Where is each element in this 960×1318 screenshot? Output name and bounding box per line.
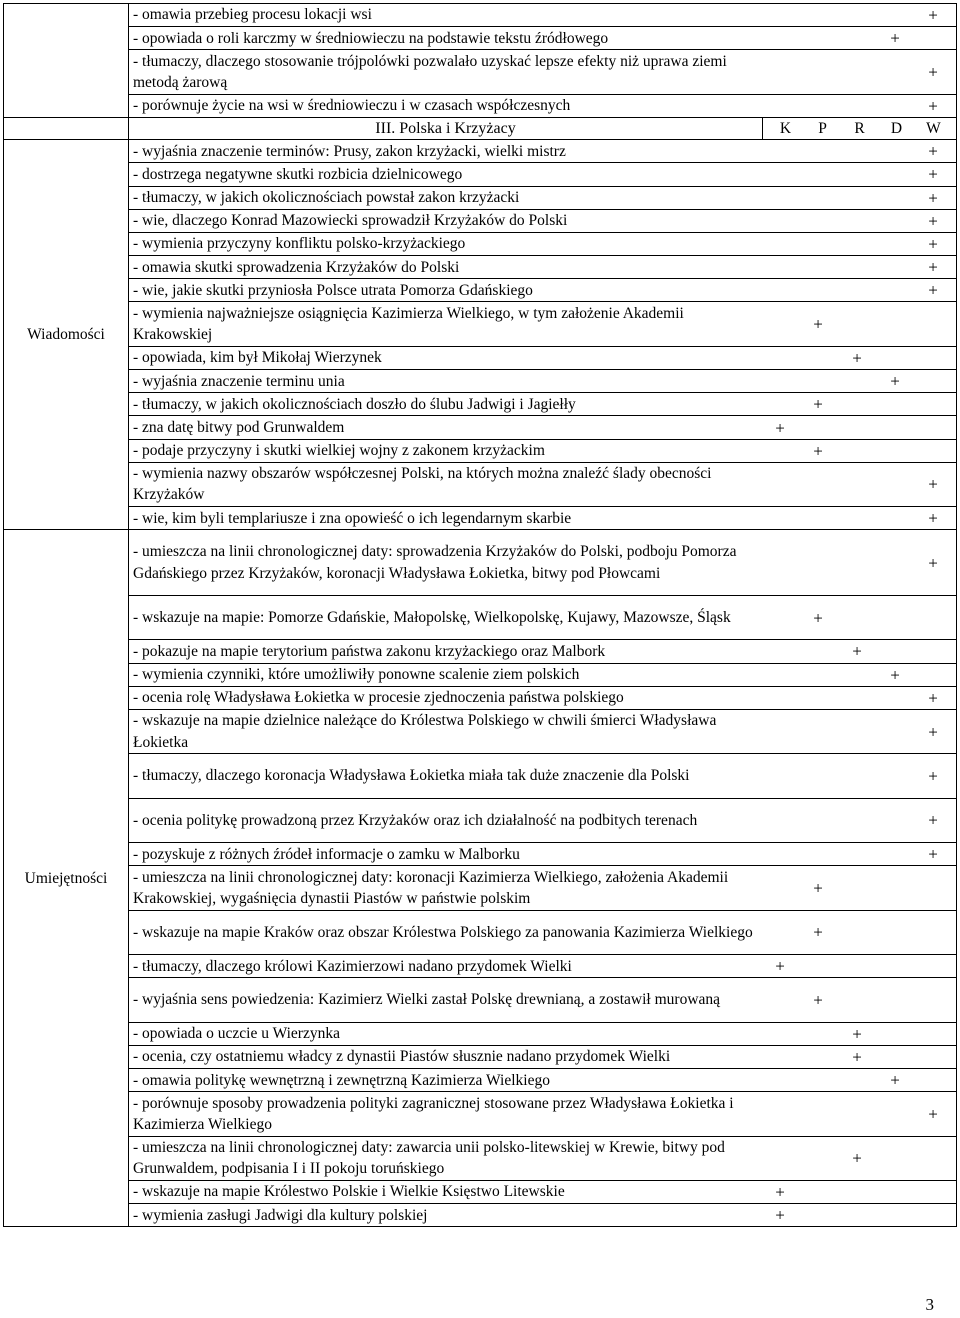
- level-mark-area: [763, 233, 956, 255]
- requirement-text: - wyjaśnia sens powiedzenia: Kazimierz Wielki zastał Polskę drewnianą, a zostawił murowaną: [133, 991, 721, 1009]
- requirement-text: - umieszcza na linii chronologicznej daty: sprowadzenia Krzyżaków do Polski, podboju Pomorza Gdańskiego przez Krzyżaków, koronacji Władysława Łokietka, bitwy pod Płowcami: [133, 543, 737, 582]
- table-row: [4, 1069, 957, 1092]
- requirement-text: - wskazuje na mapie Królestwo Polskie i Wielkie Księstwo Litewskie: [133, 1183, 565, 1201]
- requirement-text: - omawia politykę wewnętrzną i zewnętrzną Kazimierza Wielkiego: [133, 1071, 550, 1089]
- plus-mark: +: [928, 5, 938, 25]
- plus-mark: +: [813, 608, 823, 628]
- requirement-text: - wymienia najważniejsze osiągnięcia Kazimierza Wielkiego, w tym założenie Akademii Krakowskiej: [133, 304, 684, 344]
- table-row: [4, 1204, 957, 1227]
- table-row: [4, 866, 957, 910]
- level-header-w: W: [926, 119, 941, 137]
- requirement-text: - wyjaśnia znaczenie terminów: Prusy, zakon krzyżacki, wielki mistrz: [133, 142, 566, 160]
- plus-mark: +: [775, 956, 785, 976]
- table-row: [4, 686, 957, 709]
- requirement-text: - ocenia politykę prowadzoną przez Krzyżaków oraz ich działalność na podbitych terenach: [133, 811, 698, 829]
- plus-mark: +: [852, 1024, 862, 1044]
- level-mark-area: [763, 687, 956, 709]
- table-row: [4, 256, 957, 279]
- table-row: [4, 978, 957, 1022]
- plus-mark: +: [928, 1104, 938, 1124]
- plus-mark: +: [813, 441, 823, 461]
- requirement-text: - wyjaśnia znaczenie terminu unia: [133, 372, 345, 390]
- level-mark-area: [763, 1092, 956, 1135]
- table-row: [4, 663, 957, 686]
- plus-mark: +: [928, 722, 938, 742]
- plus-mark: +: [928, 508, 938, 528]
- plus-mark: +: [928, 141, 938, 161]
- level-mark-area: [763, 1204, 956, 1226]
- requirement-text: - tłumaczy, dlaczego królowi Kazimierzowi nadano przydomek Wielki: [133, 957, 572, 975]
- level-mark-area: [763, 866, 956, 909]
- table-row: [4, 1092, 957, 1136]
- requirement-text: - opowiada, kim był Mikołaj Wierzynek: [133, 349, 382, 367]
- plus-mark: +: [928, 553, 938, 573]
- plus-mark: +: [928, 234, 938, 254]
- level-mark-area: [763, 507, 956, 529]
- level-mark-area: [763, 50, 956, 93]
- level-mark-area: [763, 911, 956, 954]
- requirement-text: - podaje przyczyny i skutki wielkiej wojny z zakonem krzyżackim: [133, 442, 545, 460]
- level-mark-area: [763, 210, 956, 232]
- requirement-text: - wymienia nazwy obszarów współczesnej Polski, na których można znaleźć ślady obecności Krzyżaków: [133, 465, 712, 504]
- plus-mark: +: [928, 62, 938, 82]
- level-mark-area: [763, 1069, 956, 1091]
- table-row: [4, 50, 957, 94]
- requirement-text: - wie, kim byli templariusze i zna opowieść o ich legendarnym skarbie: [133, 509, 572, 527]
- table-row: [4, 27, 957, 50]
- table-row: [4, 507, 957, 530]
- table-row: [4, 754, 957, 798]
- level-mark-area: [763, 596, 956, 639]
- category-label: Wiadomości: [27, 326, 105, 344]
- level-header-k: K: [779, 119, 792, 137]
- table-row: [4, 462, 957, 506]
- level-mark-area: [763, 302, 956, 345]
- section-title: III. Polska i Krzyżacy: [129, 117, 763, 139]
- level-mark-area: [763, 95, 956, 117]
- plus-mark: +: [813, 922, 823, 942]
- table-row: [4, 346, 957, 369]
- table-row: [4, 94, 957, 117]
- plus-mark: +: [890, 28, 900, 48]
- plus-mark: +: [813, 394, 823, 414]
- requirement-text: - tłumaczy, dlaczego stosowanie trójpolówki pozwalało uzyskać lepsze efekty niż uprawa ziemi metodą żarową: [133, 52, 727, 92]
- requirement-text: - wskazuje na mapie: Pomorze Gdańskie, Małopolskę, Wielkopolskę, Kujawy, Mazowsze, Śląsk: [133, 609, 731, 627]
- plus-mark: +: [852, 348, 862, 368]
- plus-mark: +: [928, 96, 938, 116]
- requirements-table: [3, 3, 957, 1227]
- table-row: [4, 1045, 957, 1068]
- requirement-text: - wymienia przyczyny konfliktu polsko-krzyżackiego: [133, 235, 466, 253]
- plus-mark: +: [928, 766, 938, 786]
- level-mark-area: [763, 370, 956, 392]
- level-mark-area: [763, 256, 956, 278]
- table-row: [4, 595, 957, 639]
- table-row: [4, 1136, 957, 1180]
- level-mark-area: [763, 347, 956, 369]
- requirement-text: - wie, jakie skutki przyniosła Polsce utrata Pomorza Gdańskiego: [133, 281, 533, 299]
- level-mark-area: [763, 530, 956, 595]
- level-mark-area: [763, 1137, 956, 1180]
- requirement-text: - opowiada o roli karczmy w średniowieczu na podstawie tekstu źródłowego: [133, 29, 609, 47]
- plus-mark: +: [928, 164, 938, 184]
- plus-mark: +: [775, 1182, 785, 1202]
- requirement-text: - tłumaczy, dlaczego koronacja Władysława Łokietka miała tak duże znaczenie dla Polski: [133, 767, 690, 785]
- table-row: [4, 279, 957, 302]
- level-mark-area: [763, 393, 956, 415]
- plus-mark: +: [813, 314, 823, 334]
- requirement-text: - dostrzega negatywne skutki rozbicia dzielnicowego: [133, 165, 463, 183]
- level-mark-area: [763, 140, 956, 162]
- level-header-d: D: [890, 119, 903, 137]
- level-mark-area: [763, 754, 956, 797]
- level-mark-area: [763, 416, 956, 438]
- level-mark-area: [763, 710, 956, 753]
- level-mark-area: [763, 1046, 956, 1068]
- table-row: [4, 163, 957, 186]
- plus-mark: +: [928, 188, 938, 208]
- requirement-text: - omawia skutki sprowadzenia Krzyżaków do Polski: [133, 258, 460, 276]
- table-row: [4, 910, 957, 954]
- table-row: [4, 209, 957, 232]
- table-row: [4, 140, 957, 163]
- plus-mark: +: [928, 474, 938, 494]
- level-mark-area: [763, 1023, 956, 1045]
- plus-mark: +: [928, 280, 938, 300]
- table-row: [4, 416, 957, 439]
- table-row: [4, 302, 957, 346]
- requirement-text: - umieszcza na linii chronologicznej daty: zawarcia unii polsko-litewskiej w Krewie, bitwy pod Grunwaldem, podpisania I i II pokoju toruńskiego: [133, 1139, 725, 1178]
- category-label: Umiejętności: [24, 869, 108, 887]
- table-row: [4, 843, 957, 866]
- plus-mark: +: [928, 688, 938, 708]
- requirement-text: - pokazuje na mapie terytorium państwa zakonu krzyżackiego oraz Malbork: [133, 642, 606, 660]
- level-header-p: P: [818, 119, 827, 137]
- plus-mark: +: [775, 1205, 785, 1225]
- requirement-text: - pozyskuje z różnych źródeł informacje o zamku w Malborku: [133, 845, 520, 863]
- level-mark-area: [763, 279, 956, 301]
- level-mark-area: [763, 163, 956, 185]
- level-mark-area: [763, 799, 956, 842]
- plus-mark: +: [852, 1047, 862, 1067]
- table-row: [4, 232, 957, 255]
- requirement-text: - wskazuje na mapie Kraków oraz obszar Królestwa Polskiego za panowania Kazimierza Wielkiego: [133, 923, 753, 941]
- table-row: [4, 393, 957, 416]
- level-mark-area: [763, 1181, 956, 1203]
- requirement-text: - umieszcza na linii chronologicznej daty: koronacji Kazimierza Wielkiego, założenia Akademii Krakowskiej, wygaśnięcia dynastii Piastów w państwie polskim: [133, 868, 729, 907]
- table-row: [4, 709, 957, 753]
- plus-mark: +: [928, 211, 938, 231]
- table-row: [4, 370, 957, 393]
- requirement-text: - tłumaczy, w jakich okolicznościach doszło do ślubu Jadwigi i Jagiełły: [133, 395, 576, 413]
- level-mark-area: [763, 4, 956, 26]
- plus-mark: +: [928, 810, 938, 830]
- requirement-text: - wskazuje na mapie dzielnice należące do Królestwa Polskiego w chwili śmierci Władysława Łokietka: [133, 712, 717, 751]
- requirement-text: - omawia przebieg procesu lokacji wsi: [133, 6, 372, 24]
- plus-mark: +: [852, 641, 862, 661]
- table-row: [4, 798, 957, 842]
- level-mark-area: [763, 640, 956, 662]
- level-mark-area: [763, 955, 956, 977]
- section-header-row: [4, 117, 957, 139]
- table-row: [4, 1022, 957, 1045]
- table-row: [4, 530, 957, 596]
- level-mark-area: [763, 463, 956, 506]
- table-row: [4, 4, 957, 27]
- requirement-text: - porównuje sposoby prowadzenia polityki zagranicznej stosowane przez Władysława Łokietka i Kazimierza Wielkiego: [133, 1094, 734, 1133]
- plus-mark: +: [852, 1148, 862, 1168]
- level-mark-area: [763, 187, 956, 209]
- requirement-text: - wie, dlaczego Konrad Mazowiecki sprowadził Krzyżaków do Polski: [133, 212, 568, 230]
- requirement-text: - porównuje życie na wsi w średniowieczu i w czasach współczesnych: [133, 97, 571, 115]
- plus-mark: +: [890, 1070, 900, 1090]
- level-mark-area: [763, 440, 956, 462]
- level-mark-area: [763, 27, 956, 49]
- page-number: 3: [925, 1295, 934, 1314]
- plus-mark: +: [890, 371, 900, 391]
- requirement-text: - zna datę bitwy pod Grunwaldem: [133, 418, 345, 436]
- table-row: [4, 439, 957, 462]
- plus-mark: +: [928, 257, 938, 277]
- level-mark-area: [763, 978, 956, 1021]
- plus-mark: +: [813, 990, 823, 1010]
- requirement-text: - ocenia rolę Władysława Łokietka w procesie zjednoczenia państwa polskiego: [133, 689, 624, 707]
- table-row: [4, 186, 957, 209]
- level-mark-area: [763, 843, 956, 865]
- plus-mark: +: [775, 417, 785, 437]
- table-row: [4, 640, 957, 663]
- plus-mark: +: [813, 878, 823, 898]
- requirement-text: - tłumaczy, w jakich okolicznościach powstał zakon krzyżacki: [133, 189, 520, 207]
- requirement-text: - ocenia, czy ostatniemu władcy z dynastii Piastów słusznie nadano przydomek Wielki: [133, 1048, 671, 1066]
- plus-mark: +: [890, 665, 900, 685]
- table-row: [4, 1180, 957, 1203]
- table-row: [4, 955, 957, 978]
- requirement-text: - wymienia czynniki, które umożliwiły ponowne scalenie ziem polskich: [133, 666, 580, 684]
- level-header-r: R: [854, 119, 865, 137]
- level-mark-area: [763, 664, 956, 686]
- requirement-text: - wymienia zasługi Jadwigi dla kultury polskiej: [133, 1206, 428, 1224]
- plus-mark: +: [928, 844, 938, 864]
- requirement-text: - opowiada o uczcie u Wierzynka: [133, 1025, 340, 1043]
